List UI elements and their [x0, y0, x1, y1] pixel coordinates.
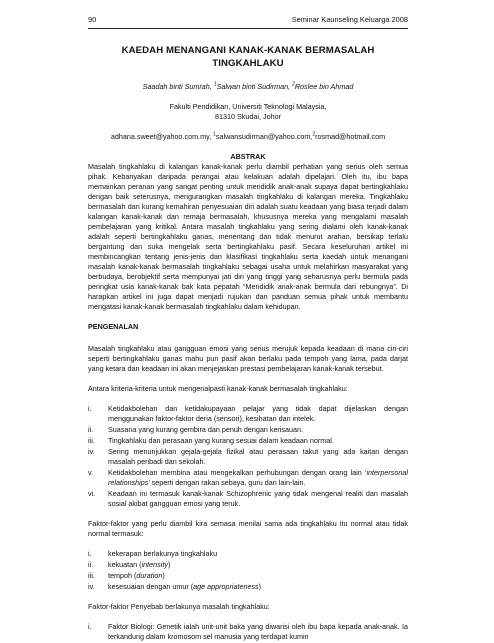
abstract-heading: ABSTRAK [230, 152, 266, 161]
list-item-italic-term: intensity [141, 560, 168, 569]
list-item-text: Ketidakbolehan dan ketidakupayaan pelajar yang tidak dapat dijelaskan dengan menggunakan faktor-faktor deria (sensori), kesihatan dan intelek. [108, 404, 408, 423]
list-item-number: iv. [88, 582, 95, 591]
causes-list [88, 622, 408, 642]
list-item [88, 404, 408, 424]
running-title: Seminar Kaunseling Keluarga 2008 [291, 15, 408, 24]
list-item [88, 436, 408, 446]
paper-body [88, 33, 408, 643]
list-item [88, 582, 408, 592]
list-item-number: iv. [88, 447, 95, 456]
list-item [88, 622, 408, 642]
email-3-marker: 2 [312, 131, 316, 138]
abstract-text: Masalah tingkahlaku di kalangan kanak-kanak perlu diambil perhatian yang serius oleh semua pihak. Kebanyakan daripada perangai atau kelakuan adalah dipelajari. Oleh itu, ibu bapa memainkan peranan yang sangat penting untuk mendidik anak-anak supaya dapat bertingkahlaku dengan baik seterusnya, mengurangkan masalah tingkahlaku di kalangan mereka. Tingkahlaku bermasalah dan kurang kemahiran penyesuaian diri adalah suatu keadaan yang biasa terjadi dalam kalangan kanak-kanak dan remaja bermasalah, khususnya mereka yang mengalami masalah pembelajaran yang kritikal. Antara masalah tingkahlaku yang sering dialami oleh kanak-kanak adalah seperti bertingkahlaku ganas, menentang dan tidak menurut arahan, bersikap terlalu bergantung dan suka mengelak serta bertingkahlaku pasif. Secara keseluruhan artikel ini membincangkan tentang jenis-jenis dan klasifikasi tingkahlaku serta kaedah untuk menangani masalah kanak-kanak bermasalah tingkahlaku sebagai usaha untuk melahirkan masyarakat yang berbudaya, berobjektif serta mempunyai jati diri yang tinggi yang seharusnya perlu bermula pada peringkat usia kanak-kanak bak kata pepatah “Mendidik anak-anak bermula dari rebungnya”. Di harapkan artikel ini juga dapat menjadi rujukan dan panduan semua pihak untuk membantu mengatasi kanak-kanak bermasalah tingkahlaku dalam kehidupan. [88, 162, 408, 311]
list-item-text: Sering menunjukkan gejala-gejala fizikal atau perasaan takut yang ada kaitan dengan masalah peribadi dan sekolah. [108, 447, 408, 466]
list-item-text: Ketidakbolehan membina atau mengekalkan perhubungan dengan orang lain ‘ [108, 468, 367, 477]
intro-paragraph-2: Antara kriteria-kriteria untuk mengenalpasti kanak-kanak bermasalah tingkahlaku: [88, 384, 348, 393]
author-3-marker: 2 [292, 81, 295, 88]
list-item-text-tail: ) [258, 582, 262, 591]
list-item [88, 489, 408, 509]
email-1: adhana.sweet@yahoo.com.my, [110, 132, 214, 141]
page-number: 90 [88, 15, 97, 24]
affiliation-line-2: 81310 Skudai, Johor [215, 112, 281, 121]
running-header [88, 14, 408, 25]
email-2-marker: 1 [213, 131, 216, 138]
email-list [88, 132, 408, 142]
email-3: rosmad@hotmail.com [315, 132, 386, 141]
list-item [88, 560, 408, 570]
list-item-italic-term: interpersonal relationships [108, 468, 408, 487]
author-2: Salwan binti Sudirman, [216, 82, 293, 91]
list-item-text: Faktor Biologi: Genetik ialah unit-unit baka yang diwarisi oleh ibu bapa kepada anak-anak. Ia terkandung dalam kromosom sel manusia yang terdapat kumin [108, 622, 408, 641]
list-item-number: v. [88, 468, 94, 477]
author-2-marker: 1 [213, 81, 217, 88]
affiliation-line-1: Fakulti Pendidikan, Universiti Teknologi Malaysia, [169, 102, 327, 111]
list-item-text: kesesuaian dengan umur ( [108, 582, 194, 591]
author-3: Roslee bin Ahmad [294, 82, 354, 91]
intro-paragraph-4: Faktor-faktor Penyebab berlakunya masalah tingkahlaku: [88, 602, 270, 611]
list-item [88, 549, 408, 559]
list-item-text-tail: ) [162, 571, 165, 580]
paper-title: KAEDAH MENANGANI KANAK-KANAK BERMASALAH TINGKAHLAKU [121, 45, 375, 69]
list-item-italic-term: age appropriateness [193, 582, 259, 591]
list-item-number: vi. [88, 489, 96, 498]
list-item-text: kekerapan berlakunya tingkahlaku [108, 549, 218, 558]
list-item-text: Suasana yang kurang gembira dan penuh dengan kerisauan. [108, 425, 304, 434]
intro-paragraph-3: Faktor-faktor yang perlu diambil kira semasa menilai sama ada tingkahlaku itu normal atau tidak normal termasuk: [88, 519, 408, 538]
list-item [88, 447, 408, 467]
list-item [88, 571, 408, 581]
list-item-text: tempoh ( [108, 571, 137, 580]
list-item-number: i. [88, 549, 92, 558]
list-item-text-tail: ) [167, 560, 171, 569]
email-2: salwansudirman@yahoo.com, [215, 132, 313, 141]
list-item-number: i. [88, 622, 92, 631]
author-list [88, 82, 408, 92]
intro-paragraph-1: Masalah tingkahlaku atau gangguan emosi yang serius merujuk kepada keadaan di mana ciri-ciri seperti bertingkahlaku ganas mahu pun pasif akan berlaku pada tempoh yang lama, pada darjat yang ketara dan keadaan ini akan menjejaskan prestasi pembelajaran kanak-kanak tersebut. [88, 344, 408, 373]
list-item-italic-term: duration [136, 571, 163, 580]
list-item-number: ii. [88, 425, 94, 434]
list-item-number: i. [88, 404, 92, 413]
list-item-number: iii. [88, 571, 95, 580]
section-heading-pengenalan: PENGENALAN [88, 322, 139, 331]
author-1: Saadah binti Sumrah, [142, 82, 214, 91]
list-item [88, 468, 408, 488]
list-item-number: ii. [88, 560, 94, 569]
list-item-text-tail: ’ seperti dengan rakan sebaya, guru dan lain-lain. [148, 478, 306, 487]
list-item [88, 425, 408, 435]
list-item-text: kekuatan ( [108, 560, 142, 569]
list-item-text: Tingkahlaku dan perasaan yang kurang sesuai dalam keadaan normal. [108, 436, 334, 445]
criteria-list [88, 404, 408, 509]
list-item-text: Keadaan ini termasuk kanak-kanak Schizophrenic yang tidak mengenal realiti dan masalah sosial akibat gangguan emosi yang teruk. [108, 489, 408, 508]
list-item-number: iii. [88, 436, 95, 445]
factors-list [88, 549, 408, 592]
header-rule [88, 28, 408, 29]
